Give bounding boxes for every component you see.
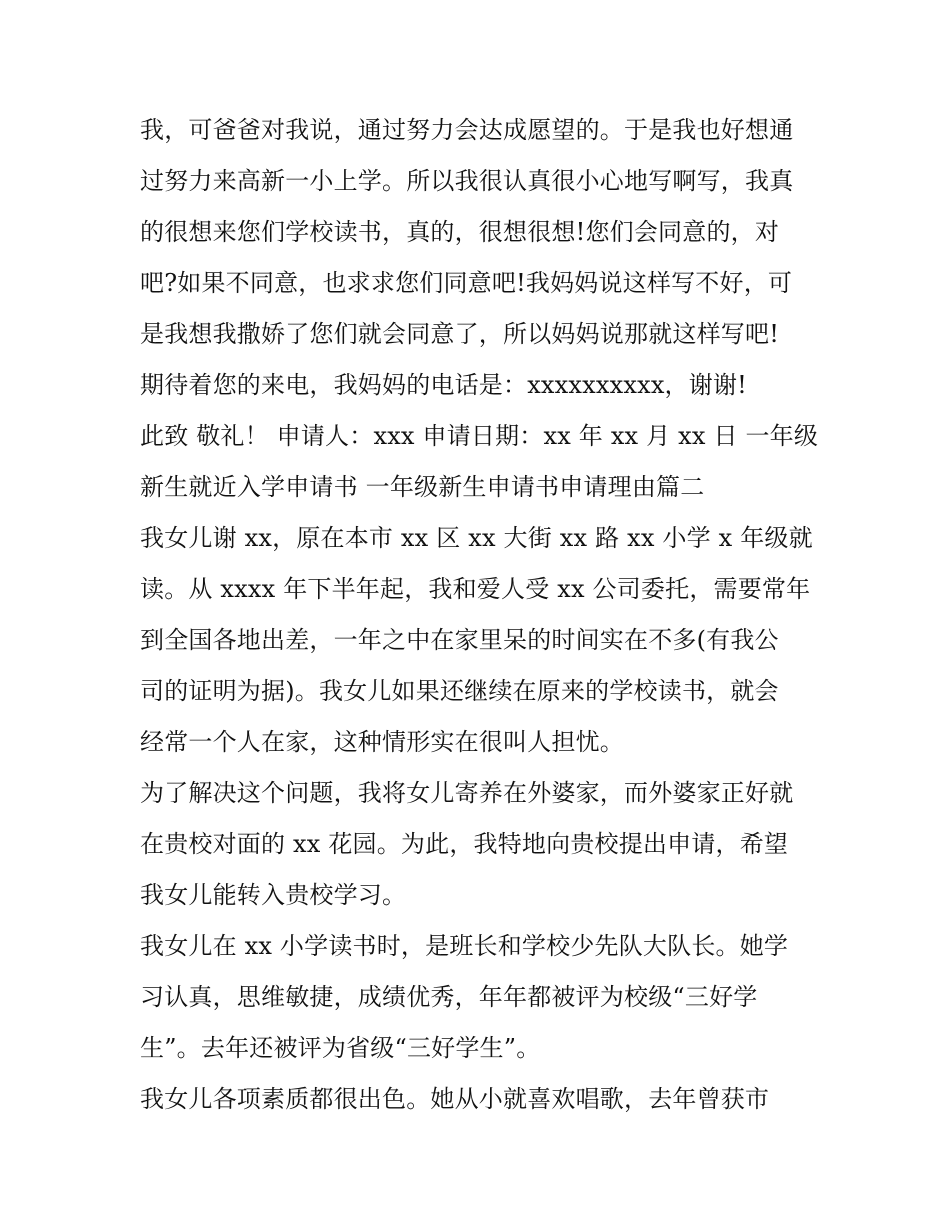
text-line-12: 司的证明为据)。我女儿如果还继续在原来的学校读书，就会 (140, 677, 779, 705)
text-line-16: 我女儿能转入贵校学习。 (140, 881, 407, 909)
text-line-13: 经常一个人在家，这种情形实在很叫人担忧。 (140, 728, 624, 756)
text-line-10: 读。从 xxxx 年下半年起，我和爱人受 xx 公司委托，需要常年 (140, 575, 811, 603)
text-line-15: 在贵校对面的 xx 花园。为此，我特地向贵校提出申请，希望 (140, 830, 789, 858)
text-line-6: 期待着您的来电，我妈妈的电话是：xxxxxxxxxx，谢谢! (140, 371, 747, 399)
text-line-8: 新生就近入学申请书 一年级新生申请书申请理由篇二 (140, 473, 705, 501)
text-line-3: 的很想来您们学校读书，真的，很想很想!您们会同意的，对 (140, 218, 780, 246)
text-line-2: 过努力来高新一小上学。所以我很认真很小心地写啊写，我真 (140, 167, 794, 195)
text-line-5: 是我想我撒娇了您们就会同意了，所以妈妈说那就这样写吧! (140, 320, 780, 348)
text-line-14: 为了解决这个问题，我将女儿寄养在外婆家，而外婆家正好就 (140, 779, 794, 807)
text-line-1: 我，可爸爸对我说，通过努力会达成愿望的。于是我也好想通 (140, 116, 794, 144)
text-line-11: 到全国各地出差，一年之中在家里呆的时间实在不多(有我公 (140, 626, 779, 654)
body-text (140, 105, 830, 1125)
text-line-4: 吧?如果不同意，也求求您们同意吧!我妈妈说这样写不好，可 (140, 269, 793, 297)
text-line-9: 我女儿谢 xx，原在本市 xx 区 xx 大街 xx 路 xx 小学 x 年级就 (140, 524, 813, 552)
text-line-19: 生”。去年还被评为省级“三好学生”。 (140, 1034, 541, 1062)
text-line-7: 此致 敬礼！ 申请人：xxx 申请日期：xx 年 xx 月 xx 日 一年级 (140, 422, 819, 450)
text-line-20: 我女儿各项素质都很出色。她从小就喜欢唱歌，去年曾获市 (140, 1085, 770, 1113)
text-line-17: 我女儿在 xx 小学读书时，是班长和学校少先队大队长。她学 (140, 932, 789, 960)
text-line-18: 习认真，思维敏捷，成绩优秀，年年都被评为校级“三好学 (140, 983, 758, 1011)
